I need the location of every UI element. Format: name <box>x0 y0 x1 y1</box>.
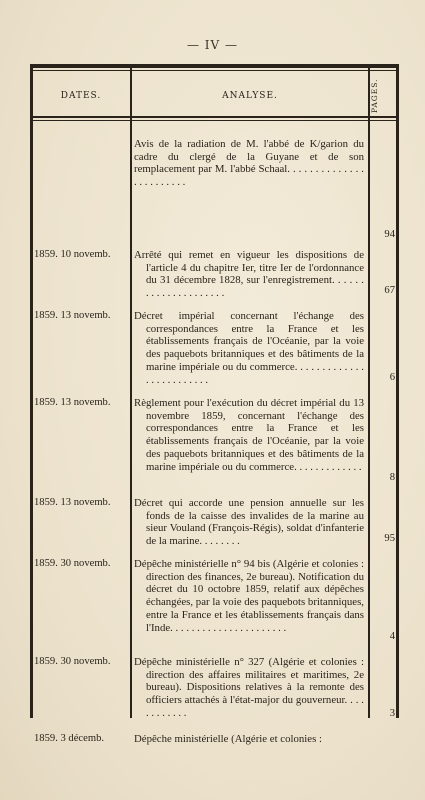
index-table <box>30 64 399 745</box>
table-row <box>30 733 399 755</box>
table-row <box>30 249 399 310</box>
entry-page: 6 <box>389 372 395 383</box>
entry-analyse: Avis de la radiation de M. l'abbé de K/garion du cadre du clergé de la Guyane et de son remplacement par M. l'abbé Schaal. . . . . . . . . . . . . . . . . . . . . . . . <box>134 138 364 189</box>
folio-number: — IV — <box>186 38 239 52</box>
table-row <box>30 130 399 249</box>
entry-page: 3 <box>389 708 395 719</box>
entry-page: 67 <box>384 285 395 296</box>
entry-analyse: Arrêté qui remet en vigueur les dispositions de l'article 4 du chapitre Ier, titre Ier de l'ordonnance du 31 décembre 1828, sur l'enregistrement. . . . . . . . . . . . . . . . . . . . . <box>134 249 364 300</box>
entry-analyse: Décret qui accorde une pension annuelle sur les fonds de la caisse des invalides de la marine au sieur Vouland (François-Régis), soldat d'infanterie de la marine. . . . . . . . <box>134 497 364 548</box>
entry-page: 8 <box>389 472 395 483</box>
header-dates: DATES. <box>60 91 102 101</box>
entry-date: 1859. 3 décemb. <box>34 733 105 744</box>
entry-page: 95 <box>384 533 395 544</box>
table-row <box>30 497 399 558</box>
table-row <box>30 656 399 733</box>
table-header <box>30 72 399 118</box>
entry-date: 1859. 13 novemb. <box>34 497 111 508</box>
entry-analyse: Dépêche ministérielle n° 327 (Algérie et colonies : direction des affaires militaires et maritimes, 2e bureau). Dispositions relatives à la remonte des officiers attachés à l'état-major du gouverneur. . . . . . . . . . . . <box>134 656 364 719</box>
table-body <box>30 130 399 755</box>
table-row <box>30 310 399 397</box>
entry-page: 94 <box>384 229 395 240</box>
entry-date: 1859. 13 novemb. <box>34 397 111 408</box>
table-row <box>30 558 399 656</box>
entry-page: 4 <box>389 631 395 642</box>
header-analyse: ANALYSE. <box>222 91 278 101</box>
entry-analyse: Décret impérial concernant l'échange des correspondances entre la France et les établissements français de l'Océanie, par la voie des paquebots britanniques et des bâtiments de la marine impériale ou du commerce. . . . . . . . . . . . . . . . . . . . . . . . . <box>134 310 364 386</box>
entry-analyse: Règlement pour l'exécution du décret impérial du 13 novembre 1859, concernant l'échange des correspondances entre la France et les établissements français de l'Océanie, par la voie des paquebots britanniques et des bâtiments de la marine impériale ou du commerce. . . . . . . . . . . . . <box>134 397 364 473</box>
entry-date: 1859. 10 novemb. <box>34 249 111 260</box>
entry-analyse: Dépêche ministérielle (Algérie et colonies : <box>134 733 322 745</box>
table-row <box>30 397 399 497</box>
entry-date: 1859. 30 novemb. <box>34 656 111 667</box>
entry-date: 1859. 13 novemb. <box>34 310 111 321</box>
entry-analyse: Dépêche ministérielle n° 94 bis (Algérie et colonies : direction des finances, 2e bureau). Notification du décret du 10 octobre 1859, relatif aux dépêches échangées, par la voie des paquebots britanniques, entre la France et les établissements français dans l'Inde. . . . . . . . . . . . . . . . . . . . . . <box>134 558 364 634</box>
header-pages: PAGES. <box>370 78 379 114</box>
entry-date: 1859. 30 novemb. <box>34 558 111 569</box>
